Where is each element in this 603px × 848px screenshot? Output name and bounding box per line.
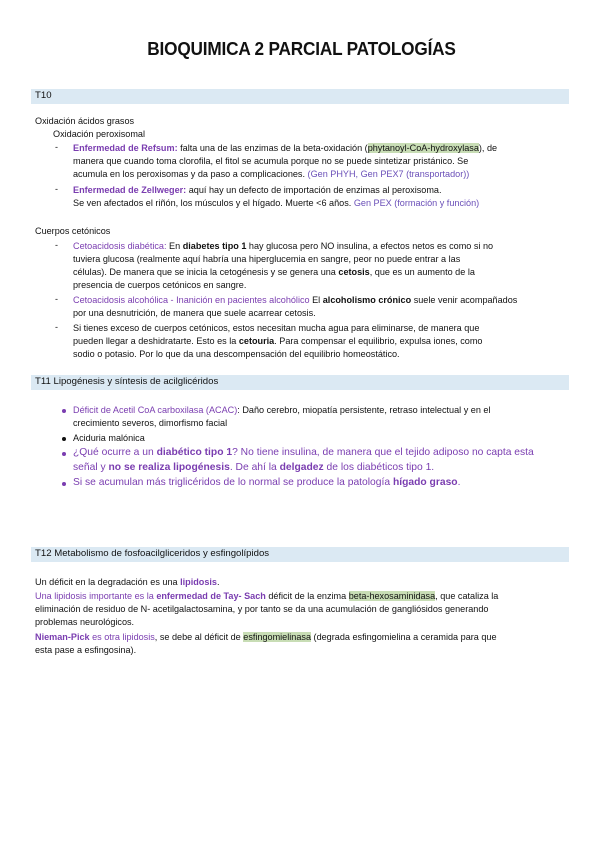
bullet-dot	[62, 409, 66, 413]
section-header-t12-label: T12 Metabolismo de fosfoacilgliceridos y esfingolípidos	[35, 548, 270, 559]
alcoholic-name: Cetoacidosis alcohólica - Inanición en pacientes alcohólico	[73, 295, 310, 305]
refsum-enzyme: phytanoyl-CoA-hydroxylasa	[367, 143, 479, 153]
section-header-t12	[31, 547, 569, 562]
zellweger-line-2: Se ven afectados el riñón, los músculos y el hígado. Muerte <6 años. Gen PEX (formación y función)	[73, 198, 480, 208]
niemann-pick-line-1: Nieman-Pick es otra lipidosis, se debe al déficit de esfingomielinasa (degrada esfingomielina a ceramida para que	[35, 632, 497, 642]
acac-name: Déficit de Acetil CoA carboxilasa (ACAC)	[73, 405, 238, 415]
dash-bullet: -	[55, 294, 58, 304]
refsum-line-2: manera que cuando toma clorofila, el fitol se acumula porque no se puede sintetizar pristánico. Se	[73, 156, 469, 166]
diabetic-line-3: células). De manera que se inicia la cetogénesis y se genera una cetosis, que es un aumento de la	[73, 267, 475, 277]
alcoholic-line-1: Cetoacidosis alcohólica - Inanición en pacientes alcohólico El alcoholismo crónico suele venir acompañados	[73, 295, 518, 305]
tay-sachs-line-1: Una lipidosis importante es la enfermedad de Tay- Sach déficit de la enzima beta-hexosaminidasa, que cataliza la	[35, 591, 499, 601]
zellweger-genes: Gen PEX (formación y función)	[353, 198, 480, 208]
refsum-line-1: Enfermedad de Refsum: falta una de las enzimas de la beta-oxidación (phytanoyl-CoA-hydroxylasa), de	[73, 143, 498, 153]
ketone-title: Cuerpos cetónicos	[35, 226, 111, 236]
diabetic-question-line-1: ¿Qué ocurre a un diabético tipo 1? No tiene insulina, de manera que el tejido adiposo no capta esta	[73, 447, 534, 458]
acac-line-2: crecimiento severos, dimorfismo facial	[73, 418, 228, 428]
section-header-t11	[31, 375, 569, 390]
diabetic-line-2: tuviera glucosa (realmente aquí habría una hiperglucemia en sangre, peor no puede entrar a las	[73, 254, 461, 264]
section-header-t10	[31, 89, 569, 104]
malonic-aciduria: Aciduria malónica	[73, 433, 145, 443]
acac-line-1: Déficit de Acetil CoA carboxilasa (ACAC): Daño cerebro, miopatía persistente, retraso intelectual y en el	[73, 405, 491, 415]
bullet-dot	[62, 452, 66, 456]
excess-line-3: sodio o potasio. Por lo que da una descompensación del equilibrio homeostático.	[73, 349, 400, 359]
alcoholic-line-2: por una desnutrición, de manera que suele acarrear cetosis.	[73, 308, 316, 318]
excess-line-1: Si tienes exceso de cuerpos cetónicos, estos necesitan mucha agua para eliminarse, de manera que	[73, 323, 480, 333]
page-title: BIOQUIMICA 2 PARCIAL PATOLOGÍAS	[147, 38, 456, 59]
oxidation-title: Oxidación ácidos grasos	[35, 116, 135, 126]
fatty-liver-line: Si se acumulan más triglicéridos de lo normal se produce la patología hígado graso.	[73, 477, 461, 488]
dash-bullet: -	[55, 322, 58, 332]
sphingomyelinase-highlight: esfingomielinasa	[243, 632, 312, 642]
diabetic-question-line-2: señal y no se realiza lipogénesis. De ahí la delgadez de los diabéticos tipo 1.	[73, 462, 435, 473]
section-header-t11-label: T11 Lipogénesis y síntesis de acilglicéridos	[35, 376, 219, 387]
tay-sachs-line-3: problemas neurológicos.	[35, 617, 135, 627]
diabetic-line-4: presencia de cuerpos cetónicos en sangre.	[73, 280, 247, 290]
refsum-genes: (Gen PHYH, Gen PEX7 (transportador))	[307, 169, 470, 179]
zellweger-name: Enfermedad de Zellweger:	[73, 185, 187, 195]
lipidosis-line: Un déficit en la degradación es una lipidosis.	[35, 577, 220, 587]
niemann-pick-line-2: esta pase a esfingosina).	[35, 645, 137, 655]
hexosaminidase-highlight: beta-hexosaminidasa	[348, 591, 436, 601]
bullet-dot	[62, 482, 66, 486]
peroxisomal-title: Oxidación peroxisomal	[53, 129, 145, 139]
dash-bullet: -	[55, 142, 58, 152]
dash-bullet: -	[55, 240, 58, 250]
diabetic-line-1: Cetoacidosis diabética: En diabetes tipo 1 hay glucosa pero NO insulina, a efectos netos es como si no	[73, 241, 494, 251]
diabetic-name: Cetoacidosis diabética:	[73, 241, 167, 251]
refsum-name: Enfermedad de Refsum:	[73, 143, 178, 153]
dash-bullet: -	[55, 184, 58, 194]
zellweger-line-1: Enfermedad de Zellweger: aquí hay un defecto de importación de enzimas al peroxisoma.	[73, 185, 442, 195]
tay-sachs-line-2: eliminación de residuo de N- acetilgalactosamina, y por tanto se da una acumulación de gangliósidos generando	[35, 604, 489, 614]
refsum-line-3: acumula en los peroxisomas y da paso a complicaciones. (Gen PHYH, Gen PEX7 (transportador))	[73, 169, 470, 179]
section-header-t10-label: T10	[35, 90, 52, 101]
excess-line-2: pueden llegar a deshidratarte. Esto es la cetouria. Para compensar el equilibrio, expulsa iones, como	[73, 336, 483, 346]
bullet-dot	[62, 437, 66, 441]
